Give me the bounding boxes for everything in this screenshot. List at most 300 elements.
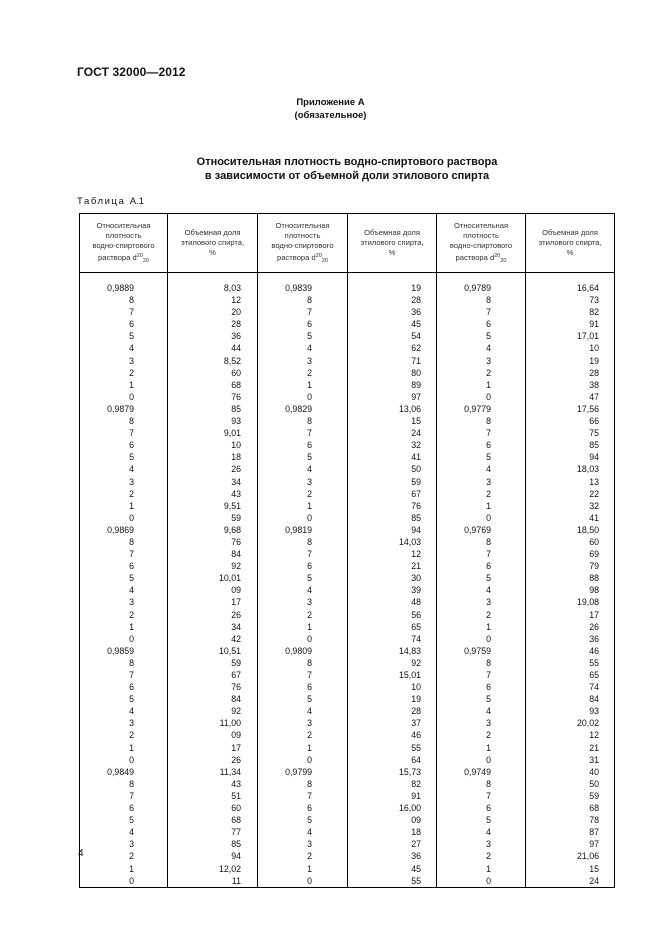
- volume-fraction-cell: 22: [526, 488, 615, 500]
- volume-fraction-cell: 46: [348, 729, 437, 741]
- table-row: [80, 609, 615, 621]
- volume-fraction-cell: 76: [168, 681, 258, 693]
- volume-fraction-cell: 9,51: [168, 500, 258, 512]
- table-row: [80, 318, 615, 330]
- volume-fraction-cell: 92: [168, 560, 258, 572]
- volume-fraction-cell: 68: [526, 802, 615, 814]
- density-cell: 6: [437, 802, 526, 814]
- density-cell: 4: [80, 342, 168, 354]
- density-cell: 1: [80, 621, 168, 633]
- volume-fraction-cell: 59: [168, 512, 258, 524]
- volume-fraction-cell: 50: [526, 778, 615, 790]
- density-cell: 3: [80, 838, 168, 850]
- table-row: [80, 681, 615, 693]
- density-cell: 4: [437, 342, 526, 354]
- density-cell: 3: [80, 596, 168, 608]
- density-cell: 7: [80, 548, 168, 560]
- table-row: [80, 572, 615, 584]
- table-row: [80, 596, 615, 608]
- density-cell: 0: [80, 391, 168, 403]
- volume-fraction-cell: 11,00: [168, 717, 258, 729]
- volume-fraction-cell: 55: [348, 875, 437, 888]
- density-cell: 0,9879: [80, 403, 168, 415]
- density-cell: 5: [80, 693, 168, 705]
- volume-fraction-cell: 64: [348, 754, 437, 766]
- density-cell: 1: [437, 863, 526, 875]
- density-cell: 8: [437, 657, 526, 669]
- table-row: [80, 790, 615, 802]
- volume-fraction-cell: 97: [526, 838, 615, 850]
- density-cell: 0: [258, 754, 348, 766]
- density-cell: 1: [258, 863, 348, 875]
- density-cell: 2: [258, 729, 348, 741]
- table-row: [80, 875, 615, 888]
- density-cell: 2: [80, 729, 168, 741]
- volume-fraction-cell: 45: [348, 863, 437, 875]
- density-cell: 0,9859: [80, 645, 168, 657]
- volume-fraction-cell: 98: [526, 584, 615, 596]
- volume-fraction-cell: 92: [348, 657, 437, 669]
- volume-fraction-cell: 9,68: [168, 524, 258, 536]
- density-cell: 5: [437, 814, 526, 826]
- table-spacer-row: [80, 273, 615, 283]
- volume-fraction-cell: 34: [168, 621, 258, 633]
- volume-fraction-cell: 42: [168, 633, 258, 645]
- density-cell: 3: [258, 596, 348, 608]
- volume-fraction-cell: 28: [348, 294, 437, 306]
- volume-fraction-cell: 77: [168, 826, 258, 838]
- volume-fraction-cell: 17: [526, 609, 615, 621]
- density-cell: 0,9759: [437, 645, 526, 657]
- volume-fraction-cell: 09: [348, 814, 437, 826]
- volume-fraction-cell: 91: [348, 790, 437, 802]
- volume-fraction-cell: 80: [348, 367, 437, 379]
- table-row: [80, 294, 615, 306]
- volume-fraction-cell: 38: [526, 379, 615, 391]
- volume-fraction-cell: 50: [348, 463, 437, 475]
- density-cell: 3: [437, 838, 526, 850]
- volume-fraction-cell: 32: [348, 439, 437, 451]
- density-cell: 6: [80, 439, 168, 451]
- table-row: [80, 802, 615, 814]
- density-cell: 3: [258, 717, 348, 729]
- table-row: [80, 330, 615, 342]
- volume-fraction-cell: 11,34: [168, 766, 258, 778]
- density-cell: 7: [258, 306, 348, 318]
- volume-fraction-cell: 76: [348, 500, 437, 512]
- volume-fraction-cell: 60: [526, 536, 615, 548]
- density-cell: 1: [258, 621, 348, 633]
- volume-fraction-cell: 73: [526, 294, 615, 306]
- volume-fraction-cell: 60: [168, 367, 258, 379]
- volume-fraction-cell: 75: [526, 427, 615, 439]
- density-cell: 2: [258, 488, 348, 500]
- density-cell: 4: [258, 705, 348, 717]
- table-row: [80, 826, 615, 838]
- table-header-row: [80, 214, 615, 273]
- table-row: [80, 863, 615, 875]
- table-caption: [77, 196, 144, 207]
- density-cell: 5: [437, 330, 526, 342]
- volume-fraction-cell: 91: [526, 318, 615, 330]
- volume-fraction-cell: 17,56: [526, 403, 615, 415]
- density-cell: 5: [258, 693, 348, 705]
- volume-fraction-cell: 15,01: [348, 669, 437, 681]
- volume-fraction-cell: 16,00: [348, 802, 437, 814]
- table-title-line-1: Относительная плотность водно-спиртового раствора: [196, 156, 498, 168]
- density-cell: 2: [80, 367, 168, 379]
- volume-fraction-cell: 84: [168, 693, 258, 705]
- volume-fraction-cell: 65: [348, 621, 437, 633]
- density-cell: 8: [258, 536, 348, 548]
- density-cell: 8: [258, 294, 348, 306]
- density-cell: 3: [80, 476, 168, 488]
- volume-fraction-cell: 46: [526, 645, 615, 657]
- volume-fraction-cell: 28: [168, 318, 258, 330]
- header-density-3: Относительная плотность водно-спиртового раствора $d^{20}_{20}$: [437, 214, 526, 273]
- volume-fraction-cell: 85: [348, 512, 437, 524]
- volume-fraction-cell: 18,50: [526, 524, 615, 536]
- density-cell: 0,9839: [258, 282, 348, 294]
- volume-fraction-cell: 11: [168, 875, 258, 888]
- volume-fraction-cell: 21,06: [526, 850, 615, 862]
- volume-fraction-cell: 84: [526, 693, 615, 705]
- volume-fraction-cell: 9,01: [168, 427, 258, 439]
- volume-fraction-cell: 84: [168, 548, 258, 560]
- density-cell: 0: [258, 512, 348, 524]
- volume-fraction-cell: 88: [526, 572, 615, 584]
- volume-fraction-cell: 14,03: [348, 536, 437, 548]
- density-cell: 7: [258, 669, 348, 681]
- volume-fraction-cell: 82: [348, 778, 437, 790]
- table-row: [80, 439, 615, 451]
- table-row: [80, 427, 615, 439]
- density-cell: 8: [80, 536, 168, 548]
- volume-fraction-cell: 44: [168, 342, 258, 354]
- table-row: [80, 391, 615, 403]
- volume-fraction-cell: 56: [348, 609, 437, 621]
- table-row: [80, 548, 615, 560]
- density-cell: 0: [437, 512, 526, 524]
- density-cell: 0: [80, 512, 168, 524]
- volume-fraction-cell: 09: [168, 729, 258, 741]
- density-cell: 6: [437, 560, 526, 572]
- table-row: [80, 645, 615, 657]
- density-cell: 0,9799: [258, 766, 348, 778]
- density-cell: 3: [437, 355, 526, 367]
- volume-fraction-cell: 09: [168, 584, 258, 596]
- density-cell: 7: [80, 790, 168, 802]
- volume-fraction-cell: 31: [526, 754, 615, 766]
- density-cell: 0: [80, 754, 168, 766]
- density-cell: 5: [80, 451, 168, 463]
- table-row: [80, 778, 615, 790]
- density-cell: 6: [80, 560, 168, 572]
- density-cell: 4: [258, 463, 348, 475]
- table-row: [80, 282, 615, 294]
- volume-fraction-cell: 28: [526, 367, 615, 379]
- density-cell: 7: [437, 669, 526, 681]
- volume-fraction-cell: 18: [348, 826, 437, 838]
- volume-fraction-cell: 59: [168, 657, 258, 669]
- density-cell: 0,9769: [437, 524, 526, 536]
- table-row: [80, 633, 615, 645]
- density-cell: 3: [258, 355, 348, 367]
- density-cell: 4: [80, 463, 168, 475]
- density-cell: 2: [80, 488, 168, 500]
- volume-fraction-cell: 10,51: [168, 645, 258, 657]
- volume-fraction-cell: 59: [526, 790, 615, 802]
- volume-fraction-cell: 85: [168, 403, 258, 415]
- volume-fraction-cell: 55: [348, 742, 437, 754]
- density-cell: 1: [80, 500, 168, 512]
- volume-fraction-cell: 79: [526, 560, 615, 572]
- volume-fraction-cell: 93: [526, 705, 615, 717]
- volume-fraction-cell: 10: [348, 681, 437, 693]
- volume-fraction-cell: 15: [348, 415, 437, 427]
- density-cell: 2: [437, 850, 526, 862]
- volume-fraction-cell: 26: [168, 463, 258, 475]
- volume-fraction-cell: 41: [526, 512, 615, 524]
- density-cell: 8: [437, 294, 526, 306]
- table-title-line-2: в зависимости от объемной доли этилового спирта: [204, 170, 490, 182]
- volume-fraction-cell: 47: [526, 391, 615, 403]
- density-cell: 5: [258, 814, 348, 826]
- density-cell: 0: [80, 633, 168, 645]
- table-row: [80, 379, 615, 391]
- volume-fraction-cell: 69: [526, 548, 615, 560]
- density-cell: 5: [80, 814, 168, 826]
- density-cell: 3: [80, 355, 168, 367]
- table-row: [80, 500, 615, 512]
- density-cell: 8: [258, 657, 348, 669]
- volume-fraction-cell: 12: [348, 548, 437, 560]
- appendix-heading: [0, 96, 661, 122]
- table-row: [80, 584, 615, 596]
- density-cell: 7: [80, 669, 168, 681]
- volume-fraction-cell: 82: [526, 306, 615, 318]
- density-cell: 1: [258, 500, 348, 512]
- volume-fraction-cell: 10,01: [168, 572, 258, 584]
- volume-fraction-cell: 76: [168, 391, 258, 403]
- density-cell: 3: [258, 476, 348, 488]
- density-cell: 0,9849: [80, 766, 168, 778]
- volume-fraction-cell: 27: [348, 838, 437, 850]
- volume-fraction-cell: 10: [168, 439, 258, 451]
- density-cell: 3: [437, 476, 526, 488]
- volume-fraction-cell: 45: [348, 318, 437, 330]
- table-title: [0, 155, 661, 183]
- density-cell: 1: [437, 742, 526, 754]
- volume-fraction-cell: 78: [526, 814, 615, 826]
- density-cell: 0,9819: [258, 524, 348, 536]
- density-cell: 6: [437, 318, 526, 330]
- density-table: [79, 213, 615, 888]
- volume-fraction-cell: 12,02: [168, 863, 258, 875]
- volume-fraction-cell: 68: [168, 379, 258, 391]
- volume-fraction-cell: 40: [526, 766, 615, 778]
- volume-fraction-cell: 55: [526, 657, 615, 669]
- density-cell: 4: [80, 705, 168, 717]
- table-row: [80, 512, 615, 524]
- density-cell: 0,9869: [80, 524, 168, 536]
- table-row: [80, 355, 615, 367]
- volume-fraction-cell: 18: [168, 451, 258, 463]
- volume-fraction-cell: 24: [348, 427, 437, 439]
- table-row: [80, 536, 615, 548]
- density-cell: 4: [437, 826, 526, 838]
- volume-fraction-cell: 19: [348, 282, 437, 294]
- density-cell: 5: [258, 330, 348, 342]
- density-cell: 1: [258, 742, 348, 754]
- density-cell: 4: [258, 826, 348, 838]
- table-row: [80, 403, 615, 415]
- volume-fraction-cell: 66: [526, 415, 615, 427]
- table-row: [80, 693, 615, 705]
- header-volume-3: Объемная доля этилового спирта, %: [526, 214, 615, 273]
- density-cell: 1: [80, 863, 168, 875]
- table-row: [80, 814, 615, 826]
- volume-fraction-cell: 28: [348, 705, 437, 717]
- density-cell: 2: [80, 609, 168, 621]
- density-cell: 7: [258, 548, 348, 560]
- density-cell: 0: [437, 391, 526, 403]
- header-volume-2: Объемная доля этилового спирта, %: [348, 214, 437, 273]
- density-cell: 1: [437, 621, 526, 633]
- header-volume-1: Объемная доля этилового спирта, %: [168, 214, 258, 273]
- volume-fraction-cell: 17,01: [526, 330, 615, 342]
- volume-fraction-cell: 32: [526, 500, 615, 512]
- volume-fraction-cell: 37: [348, 717, 437, 729]
- table-row: [80, 524, 615, 536]
- density-cell: 0: [437, 633, 526, 645]
- volume-fraction-cell: 36: [168, 330, 258, 342]
- table-row: [80, 766, 615, 778]
- volume-fraction-cell: 71: [348, 355, 437, 367]
- table-row: [80, 754, 615, 766]
- density-cell: 7: [437, 790, 526, 802]
- density-cell: 0,9889: [80, 282, 168, 294]
- volume-fraction-cell: 59: [348, 476, 437, 488]
- volume-fraction-cell: 94: [168, 850, 258, 862]
- volume-fraction-cell: 15: [526, 863, 615, 875]
- volume-fraction-cell: 68: [168, 814, 258, 826]
- density-cell: 0,9809: [258, 645, 348, 657]
- density-cell: 2: [258, 850, 348, 862]
- density-cell: 4: [437, 705, 526, 717]
- density-cell: 7: [80, 306, 168, 318]
- volume-fraction-cell: 17: [168, 596, 258, 608]
- volume-fraction-cell: 62: [348, 342, 437, 354]
- volume-fraction-cell: 74: [348, 633, 437, 645]
- table-row: [80, 415, 615, 427]
- volume-fraction-cell: 60: [168, 802, 258, 814]
- table-row: [80, 488, 615, 500]
- density-cell: 5: [437, 693, 526, 705]
- density-cell: 6: [437, 439, 526, 451]
- volume-fraction-cell: 21: [526, 742, 615, 754]
- volume-fraction-cell: 93: [168, 415, 258, 427]
- volume-fraction-cell: 30: [348, 572, 437, 584]
- table-row: [80, 306, 615, 318]
- density-cell: 8: [258, 778, 348, 790]
- density-cell: 7: [258, 790, 348, 802]
- table-caption-number: А.1: [129, 196, 144, 207]
- density-cell: 7: [437, 427, 526, 439]
- density-cell: 2: [258, 609, 348, 621]
- volume-fraction-cell: 20,02: [526, 717, 615, 729]
- density-cell: 3: [80, 717, 168, 729]
- density-cell: 8: [437, 415, 526, 427]
- document-standard-number: ГОСТ 32000—2012: [77, 65, 186, 79]
- volume-fraction-cell: 12: [526, 729, 615, 741]
- density-cell: 1: [80, 379, 168, 391]
- volume-fraction-cell: 39: [348, 584, 437, 596]
- density-cell: 4: [437, 584, 526, 596]
- volume-fraction-cell: 94: [348, 524, 437, 536]
- density-cell: 5: [80, 330, 168, 342]
- table-body: [80, 273, 615, 888]
- density-cell: 8: [437, 778, 526, 790]
- density-cell: 2: [437, 609, 526, 621]
- density-cell: 3: [258, 838, 348, 850]
- volume-fraction-cell: 14,83: [348, 645, 437, 657]
- density-cell: 5: [258, 451, 348, 463]
- volume-fraction-cell: 85: [526, 439, 615, 451]
- volume-fraction-cell: 26: [526, 621, 615, 633]
- volume-fraction-cell: 13: [526, 476, 615, 488]
- table-row: [80, 560, 615, 572]
- density-cell: 5: [80, 572, 168, 584]
- density-cell: 2: [437, 729, 526, 741]
- density-cell: 6: [80, 681, 168, 693]
- appendix-note: (обязательное): [294, 110, 367, 121]
- density-cell: 1: [258, 379, 348, 391]
- density-cell: 2: [437, 367, 526, 379]
- density-cell: 3: [437, 717, 526, 729]
- table-row: [80, 850, 615, 862]
- density-cell: 7: [437, 548, 526, 560]
- density-cell: 2: [80, 850, 168, 862]
- volume-fraction-cell: 17: [168, 742, 258, 754]
- density-cell: 1: [437, 500, 526, 512]
- volume-fraction-cell: 48: [348, 596, 437, 608]
- volume-fraction-cell: 15,73: [348, 766, 437, 778]
- table-row: [80, 838, 615, 850]
- density-cell: 6: [80, 318, 168, 330]
- density-cell: 8: [80, 657, 168, 669]
- volume-fraction-cell: 41: [348, 451, 437, 463]
- volume-fraction-cell: 20: [168, 306, 258, 318]
- density-cell: 0,9749: [437, 766, 526, 778]
- density-cell: 4: [258, 584, 348, 596]
- density-cell: 6: [437, 681, 526, 693]
- volume-fraction-cell: 85: [168, 838, 258, 850]
- density-cell: 8: [80, 778, 168, 790]
- volume-fraction-cell: 43: [168, 778, 258, 790]
- density-cell: 5: [437, 451, 526, 463]
- table-row: [80, 669, 615, 681]
- density-cell: 0: [258, 633, 348, 645]
- table-row: [80, 742, 615, 754]
- table-row: [80, 621, 615, 633]
- density-cell: 1: [437, 379, 526, 391]
- volume-fraction-cell: 19: [526, 355, 615, 367]
- density-cell: 0,9779: [437, 403, 526, 415]
- table-row: [80, 657, 615, 669]
- density-cell: 6: [258, 439, 348, 451]
- table-row: [80, 367, 615, 379]
